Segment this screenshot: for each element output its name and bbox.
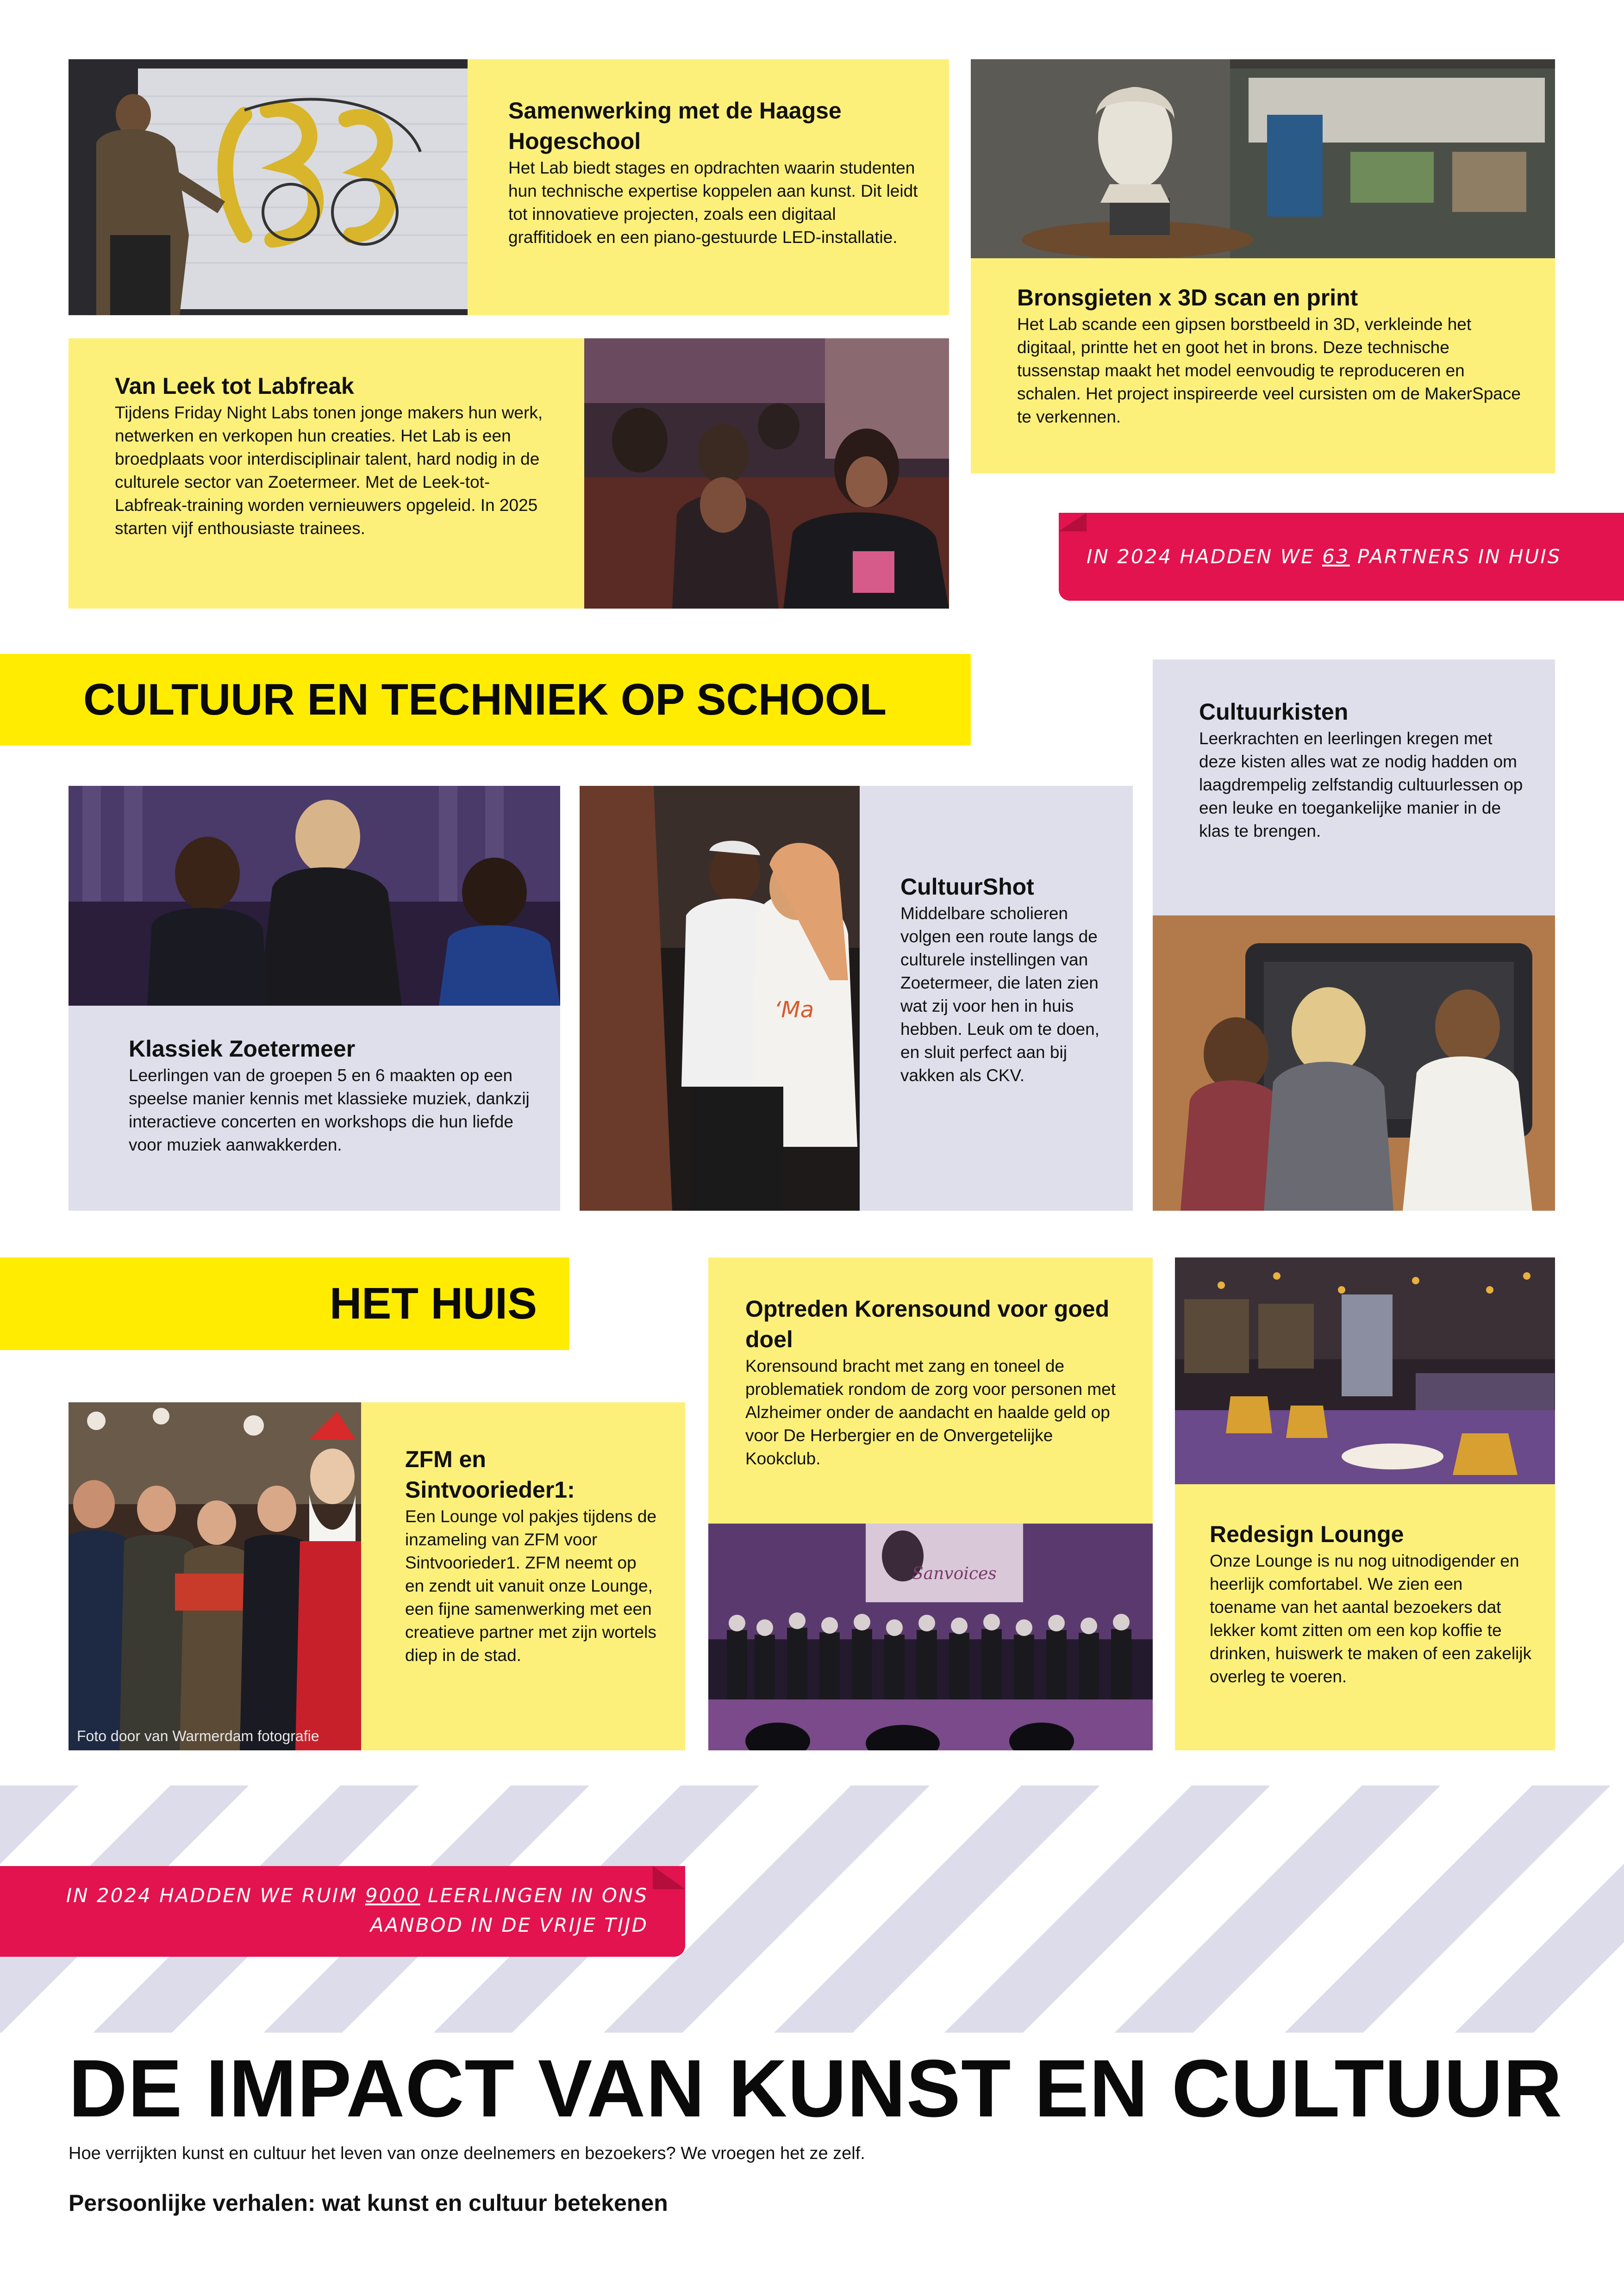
leerlingen-banner: [0, 1866, 685, 1957]
section-title: CULTUUR EN TECHNIEK OP SCHOOL: [83, 675, 887, 724]
card-title: Bronsgieten x 3D scan en print: [1017, 285, 1358, 311]
banner-text-after: LEERLINGEN IN ONS: [420, 1884, 648, 1907]
banner-line-1: [0, 1881, 648, 1910]
banner-text-before: IN 2024 HADDEN WE: [1087, 545, 1323, 568]
banner-line-2: AANBOD IN DE VRIJE TIJD: [370, 1914, 648, 1936]
impact-intro: Hoe verrijkten kunst en cultuur het leven van onze deelnemers en bezoekers? We vroegen het ze zelf.: [69, 2144, 865, 2163]
card-title: Redesign Lounge: [1210, 1521, 1404, 1547]
banner-corner-fold: [653, 1866, 685, 1889]
card-body: Tijdens Friday Night Labs tonen jonge makers hun werk, netwerken en verkopen hun creaties. Het Lab is een broedplaats voor interdisciplinair talent, hard nodig in de culturele sector van Zoetermeer. Met de Leek-tot-Labfreak-training worden vernieuwers opgeleid. In 2025 starten vijf enthousiaste trainees.: [115, 403, 543, 538]
bust-photo: [971, 59, 1555, 258]
impact-heading: DE IMPACT VAN KUNST EN CULTUUR: [69, 2043, 1563, 2134]
svg-text:‘Ma: ‘Ma: [774, 997, 814, 1023]
card-body: Middelbare scholieren volgen een route langs de culturele instellingen van Zoetermeer, die laten zien wat zij voor hen in huis hebben. Leuk om te doen, en sluit perfect aan bij vakken als CKV.: [900, 904, 1099, 1085]
card-lounge: [1175, 1484, 1555, 1750]
huis-section-heading: [0, 1257, 569, 1350]
zfm-photo: [69, 1402, 361, 1750]
card-body: Korensound bracht met zang en toneel de problematiek rondom de zorg voor personen met Alzheimer onder de aandacht en haalde geld op voor De Herbergier en de Onvergetelijke Kookclub.: [745, 1356, 1116, 1468]
photo-credit: Foto door van Warmerdam fotografie: [77, 1728, 319, 1744]
card-body: Een Lounge vol pakjes tijdens de inzameling van ZFM voor Sintvoorieder1. ZFM neemt op en zendt uit vanuit onze Lounge, een fijne samenwerking met een creatieve partner met zijn wortels diep in de stad.: [405, 1507, 657, 1665]
card-zfm: [361, 1402, 685, 1750]
svg-text:Sanvoices: Sanvoices: [912, 1564, 997, 1583]
card-klassiek: [69, 1006, 560, 1211]
klassiek-photo: [69, 786, 560, 1006]
card-labfreak: [69, 338, 584, 609]
partners-banner: [1059, 513, 1624, 601]
card-bronsgieten: [971, 258, 1555, 473]
korensound-photo: [708, 1524, 1153, 1750]
banner-corner-fold: [1059, 513, 1087, 531]
card-title: Cultuurkisten: [1199, 699, 1349, 725]
card-title: Samenwerking met de Haagse Hogeschool: [508, 98, 842, 154]
card-body: Het Lab biedt stages en opdrachten waarin studenten hun technische expertise koppelen aan kunst. Dit leidt tot innovatieve projecten, zoals een digitaal graffitidoek en een piano-gestuurde LED-installatie.: [508, 158, 918, 247]
lounge-photo: [1175, 1257, 1555, 1484]
card-cultuurshot: [860, 786, 1133, 1211]
card-haagse-hogeschool: [468, 59, 949, 315]
card-body: Onze Lounge is nu nog uitnodigender en heerlijk comfortabel. We zien een toename van het aantal bezoekers dat lekker komt zitten om een kop koffie te drinken, huiswerk te maken of een zakelijk overleg te voeren.: [1210, 1551, 1532, 1686]
card-title: Optreden Korensound voor goed doel: [745, 1296, 1110, 1352]
card-korensound: [708, 1257, 1153, 1524]
school-section-heading: [0, 654, 971, 746]
card-title: Van Leek tot Labfreak: [115, 373, 354, 399]
audience-photo: [584, 338, 949, 609]
banner-text-after: PARTNERS IN HUIS: [1349, 545, 1562, 568]
section-title: HET HUIS: [329, 1279, 537, 1328]
banner-text-before: IN 2024 HADDEN WE RUIM: [66, 1884, 365, 1907]
card-title: ZFM en Sintvoorieder1:: [405, 1446, 575, 1503]
card-body: Het Lab scande een gipsen borstbeeld in 3D, verkleinde het digitaal, printte het en goot het in brons. Deze technische tussenstap maakt het model eenvoudig te reproduceren en schalen. Het project inspireerde veel cursisten om de MakerSpace te verkennen.: [1017, 315, 1521, 426]
card-title: Klassiek Zoetermeer: [129, 1036, 356, 1062]
banner-number: 63: [1322, 545, 1350, 568]
graffiti-photo: [69, 59, 468, 315]
banner-number: 9000: [365, 1884, 420, 1907]
cultuurkist-photo: [1153, 915, 1555, 1211]
card-cultuurkisten: [1153, 660, 1555, 915]
card-body: Leerlingen van de groepen 5 en 6 maakten op een speelse manier kennis met klassieke muziek, dankzij interactieve concerten en workshops die hun liefde voor muziek aanwakkerden.: [129, 1066, 530, 1154]
impact-subheading: Persoonlijke verhalen: wat kunst en cultuur betekenen: [69, 2190, 668, 2216]
cultuurshot-photo: [580, 786, 860, 1211]
card-title: CultuurShot: [900, 874, 1034, 900]
card-body: Leerkrachten en leerlingen kregen met deze kisten alles wat ze nodig hadden om laagdrempelig zelfstandig cultuurlessen op een leuke en toegankelijke manier in de klas te brengen.: [1199, 729, 1523, 840]
